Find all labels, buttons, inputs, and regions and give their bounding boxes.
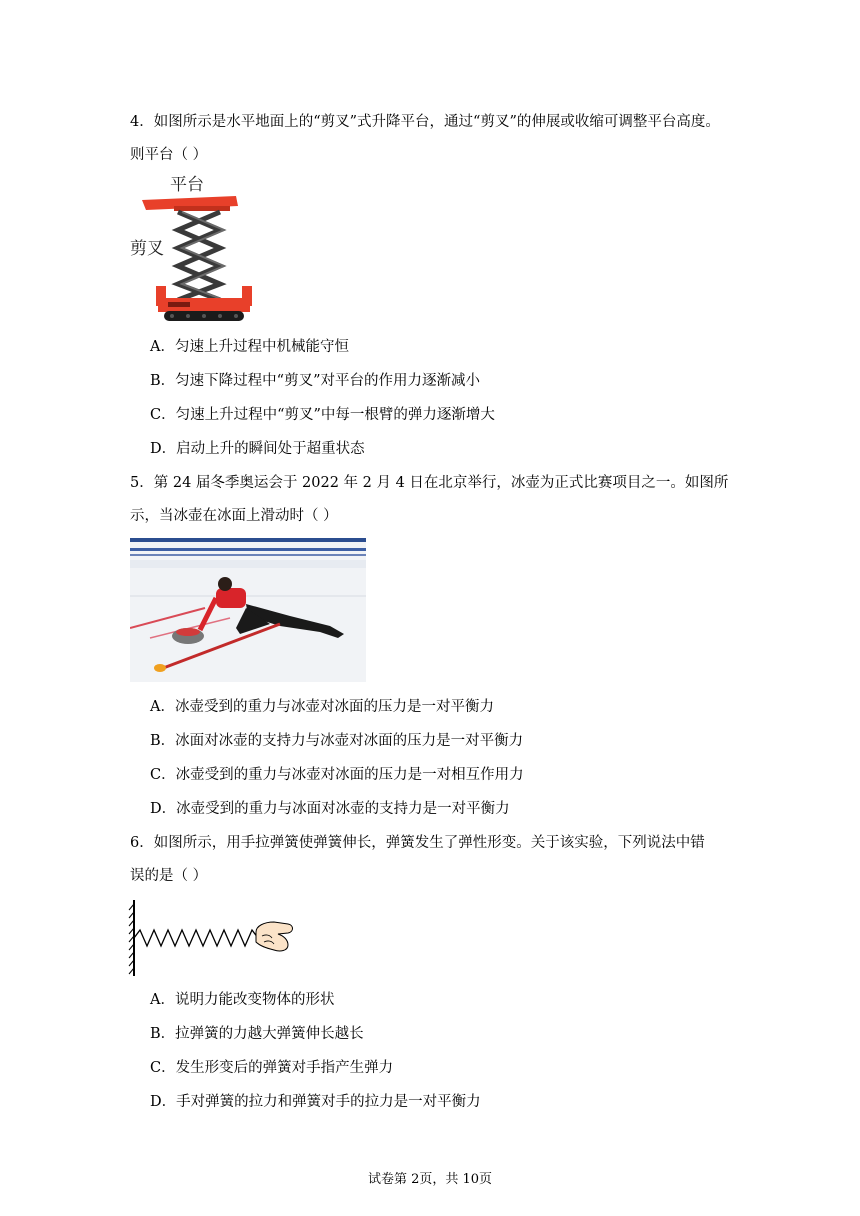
q4-stem-line2: 则平台（ ） bbox=[130, 147, 208, 163]
figure-label-scissor: 剪叉 bbox=[130, 239, 164, 259]
scissor-lift-figure bbox=[128, 170, 268, 328]
q6-option-d: D．手对弹簧的拉力和弹簧对手的拉力是一对平衡力 bbox=[150, 1094, 481, 1110]
q5-stem-line2: 示，当冰壶在冰面上滑动时（ ） bbox=[130, 508, 338, 524]
q6-number: 6． bbox=[130, 835, 154, 851]
figure-label-platform: 平台 bbox=[170, 175, 204, 195]
q5-option-c: C．冰壶受到的重力与冰壶对冰面的压力是一对相互作用力 bbox=[150, 767, 524, 783]
q6-option-b: B．拉弹簧的力越大弹簧伸长越长 bbox=[150, 1026, 364, 1042]
q4-option-b: B．匀速下降过程中“剪叉”对平台的作用力逐渐减小 bbox=[150, 373, 480, 389]
q5-stem-line1: 5．第 24 届冬季奥运会于 2022 年 2 月 4 日在北京举行，冰壶为正式比赛项目之一。如图所 bbox=[130, 475, 729, 491]
q6-option-a: A．说明力能改变物体的形状 bbox=[150, 992, 335, 1008]
q4-option-d: D．启动上升的瞬间处于超重状态 bbox=[150, 441, 365, 457]
q4-number: 4． bbox=[130, 114, 154, 130]
spring-hand-figure bbox=[128, 898, 298, 980]
q4-stem-line1: 4．如图所示是水平地面上的“剪叉”式升降平台，通过“剪叉”的伸展或收缩可调整平台高度。 bbox=[130, 114, 720, 130]
q5-option-a: A．冰壶受到的重力与冰壶对冰面的压力是一对平衡力 bbox=[150, 699, 494, 715]
q6-stem-line2: 误的是（ ） bbox=[130, 868, 208, 884]
q5-number: 5． bbox=[130, 475, 154, 491]
q5-option-b: B．冰面对冰壶的支持力与冰壶对冰面的压力是一对平衡力 bbox=[150, 733, 524, 749]
q5-option-d: D．冰壶受到的重力与冰面对冰壶的支持力是一对平衡力 bbox=[150, 801, 510, 817]
curling-photo bbox=[130, 538, 366, 682]
page-footer: 试卷第 2页，共 10页 bbox=[367, 1172, 493, 1187]
q4-option-c: C．匀速上升过程中“剪叉”中每一根臂的弹力逐渐增大 bbox=[150, 407, 495, 423]
q6-stem-line1: 6．如图所示，用手拉弹簧使弹簧伸长，弹簧发生了弹性形变。关于该实验，下列说法中错 bbox=[130, 835, 705, 851]
q4-option-a: A．匀速上升过程中机械能守恒 bbox=[150, 339, 349, 355]
q6-option-c: C．发生形变后的弹簧对手指产生弹力 bbox=[150, 1060, 394, 1076]
